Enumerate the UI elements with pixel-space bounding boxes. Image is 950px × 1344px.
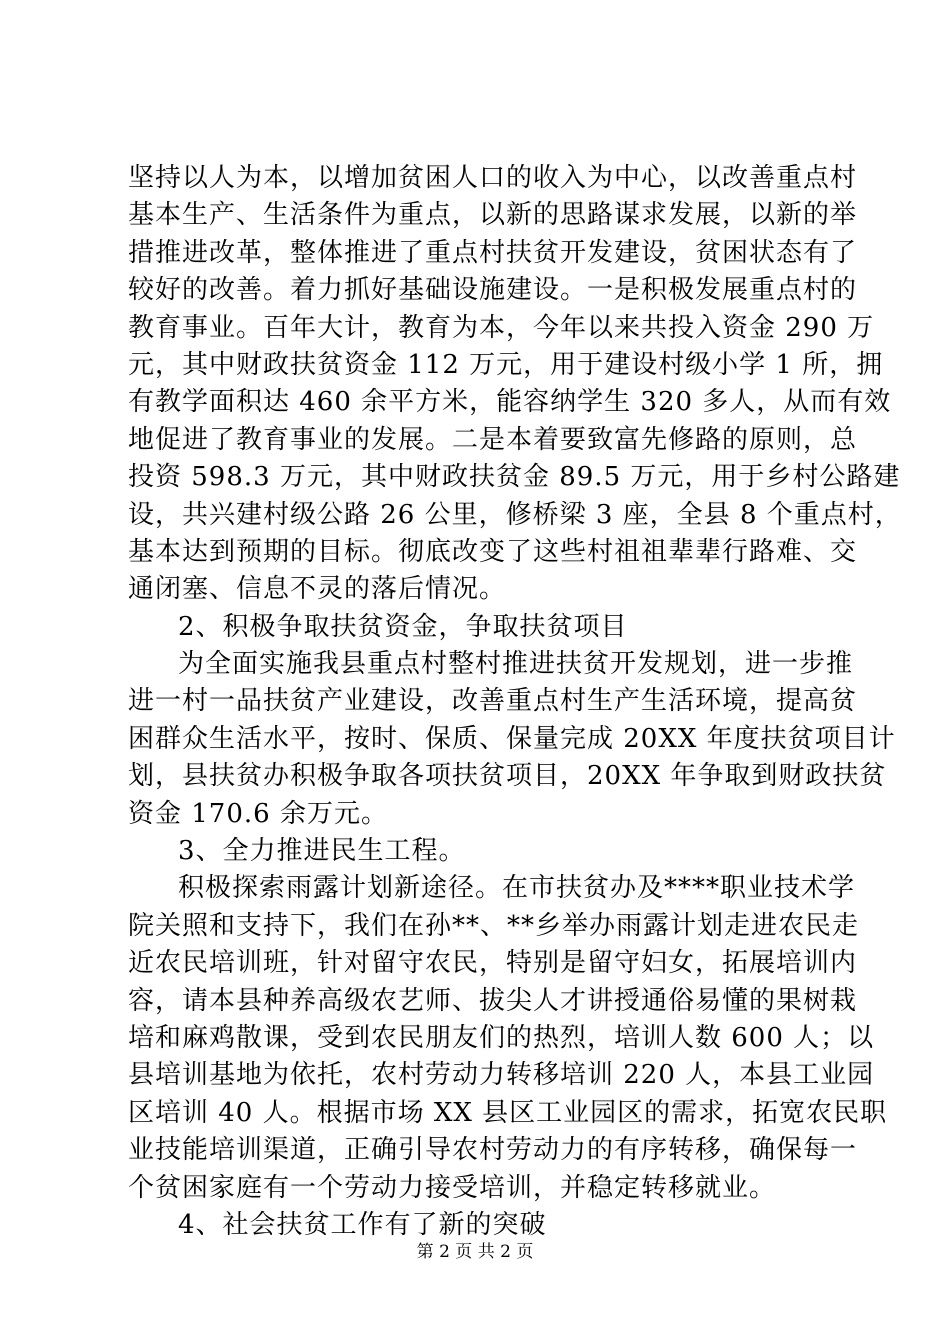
document-body: [128, 160, 902, 1244]
text-line: 基本达到预期的目标。彻底改变了这些村祖祖辈辈行路难、交: [128, 536, 858, 567]
text-line: 基本生产、生活条件为重点，以新的思路谋求发展，以新的举: [128, 200, 858, 231]
text-line: 划，县扶贫办积极争取各项扶贫项目，20XX 年争取到财政扶贫: [128, 761, 887, 792]
text-line: 元，其中财政扶贫资金 112 万元，用于建设村级小学 1 所，拥: [128, 349, 884, 380]
text-line: 教育事业。百年大计，教育为本，今年以来共投入资金 290 万: [128, 312, 875, 343]
section-heading: 4、社会扶贫工作有了新的突破: [178, 1209, 547, 1240]
section-heading: 3、全力推进民生工程。: [178, 836, 466, 867]
text-line: 较好的改善。着力抓好基础设施建设。一是积极发展重点村的: [128, 275, 858, 306]
text-line: 院关照和支持下，我们在孙**、**乡举办雨露计划走进农民走: [128, 910, 860, 941]
text-line: 个贫困家庭有一个劳动力接受培训，并稳定转移就业。: [128, 1172, 777, 1203]
paragraph-first-line: 为全面实施我县重点村整村推进扶贫开发规划，进一步推: [178, 649, 854, 680]
text-line: 困群众生活水平，按时、保质、保量完成 20XX 年度扶贫项目计: [128, 723, 896, 754]
text-line: 业技能培训渠道，正确引导农村劳动力的有序转移，确保每一: [128, 1135, 858, 1166]
page-number-footer: 第 2 页 共 2 页: [416, 1242, 534, 1262]
text-line: 设，共兴建村级公路 26 公里，修桥梁 3 座，全县 8 个重点村，: [128, 499, 902, 530]
text-line: 培和麻鸡散课，受到农民朋友们的热烈，培训人数 600 人；以: [128, 1022, 875, 1053]
text-line: 措推进改革，整体推进了重点村扶贫开发建设，贫困状态有了: [128, 237, 858, 268]
text-line: 资金 170.6 余万元。: [128, 798, 388, 829]
section-heading: 2、积极争取扶贫资金，争取扶贫项目: [178, 611, 628, 642]
text-line: 区培训 40 人。根据市场 XX 县区工业园区的需求，拓宽农民职: [128, 1097, 888, 1128]
text-line: 地促进了教育事业的发展。二是本着要致富先修路的原则，总: [128, 424, 858, 455]
text-line: 通闭塞、信息不灵的落后情况。: [128, 574, 507, 605]
text-line: 有教学面积达 460 余平方米，能容纳学生 320 多人，从而有效: [128, 387, 892, 418]
text-line: 投资 598.3 万元，其中财政扶贫金 89.5 万元，用于乡村公路建: [128, 462, 901, 493]
text-line: 进一村一品扶贫产业建设，改善重点村生产生活环境，提高贫: [128, 686, 858, 717]
text-line: 县培训基地为依托，农村劳动力转移培训 220 人，本县工业园: [128, 1060, 875, 1091]
text-line: 容，请本县种养高级农艺师、拔尖人才讲授通俗易懂的果树栽: [128, 985, 858, 1016]
text-line: 坚持以人为本，以增加贫困人口的收入为中心，以改善重点村: [128, 163, 858, 193]
paragraph-first-line: 积极探索雨露计划新途径。在市扶贫办及****职业技术学: [178, 873, 856, 904]
text-line: 近农民培训班，针对留守农民，特别是留守妇女，拓展培训内: [128, 948, 858, 979]
